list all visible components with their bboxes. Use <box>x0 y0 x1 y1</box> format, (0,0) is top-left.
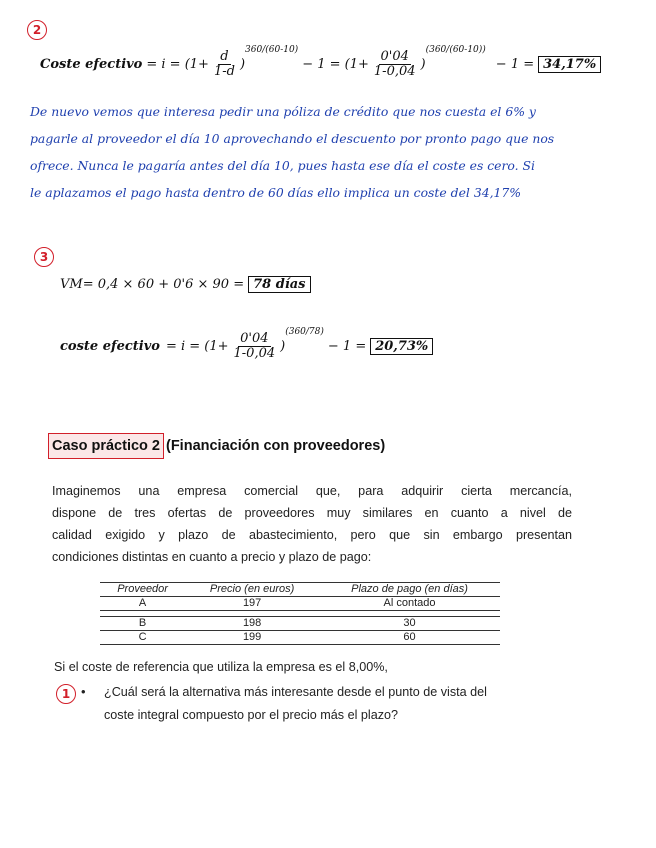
table-header: Proveedor <box>100 583 185 597</box>
paren-close: ) <box>280 338 286 354</box>
formula-label: coste efectivo <box>60 338 160 354</box>
fraction-denominator: 1-d <box>213 63 235 79</box>
paragraph-line: condiciones distintas en cuanto a precio y plazo de pago: <box>52 550 372 564</box>
fraction-denominator: 1-0,04 <box>373 63 416 79</box>
fraction-numerator: 0'04 <box>380 48 409 64</box>
formula-label: Coste efectivo <box>40 56 143 72</box>
table-cell: B <box>100 617 185 631</box>
table-cell: A <box>100 597 185 611</box>
table-cell: 199 <box>185 631 319 645</box>
vm-expression: VM= 0,4 × 60 + 0'6 × 90 = <box>60 277 245 292</box>
question-line: coste integral compuesto por el precio más el plazo? <box>104 708 399 722</box>
table-cell: C <box>100 631 185 645</box>
table-header: Plazo de pago (en días) <box>319 583 500 597</box>
explanation-line: De nuevo vemos que interesa pedir una póliza de crédito que nos cuesta el 6% y <box>30 104 536 119</box>
fraction-rate <box>232 332 278 361</box>
table-cell: 60 <box>319 631 500 645</box>
formula-eq: = i = (1+ <box>146 56 209 72</box>
vm-result-box: 78 días <box>248 276 310 293</box>
effective-cost-formula-3 <box>60 326 433 366</box>
fraction-d <box>212 50 237 79</box>
section-3-number: 3 <box>34 247 54 267</box>
average-maturity-formula <box>60 276 311 293</box>
exponent: 360/(60-10) <box>245 45 299 55</box>
reference-cost-text: Si el coste de referencia que utiliza la empresa es el 8,00%, <box>54 660 388 674</box>
fraction-rate <box>372 50 418 79</box>
section-2-number: 2 <box>27 20 47 40</box>
formula-minus: − 1 = <box>327 338 367 354</box>
formula-minus: − 1 = <box>495 56 535 72</box>
bullet-icon: • <box>81 684 86 699</box>
case-title-boxed: Caso práctico 2 <box>48 433 164 459</box>
formula-minus: − 1 = (1+ <box>302 56 369 72</box>
supplier-table <box>100 582 500 645</box>
paragraph-line: dispone de tres ofertas de proveedores muy similares en cuanto a nivel de <box>52 506 572 520</box>
formula-eq: = i = (1+ <box>165 338 229 354</box>
paragraph-line: calidad exigido y plazo de abastecimiento, pero que sin embargo presentan <box>52 528 572 542</box>
explanation-line: pagarle al proveedor el día 10 aprovechando el descuento por pronto pago que nos <box>30 131 555 146</box>
result-box: 20,73% <box>370 338 433 355</box>
fraction-numerator: 0'04 <box>240 330 269 346</box>
paragraph-line: Imaginemos una empresa comercial que, para adquirir cierta mercancía, <box>52 484 572 498</box>
exponent: (360/(60-10)) <box>425 45 486 55</box>
table-row <box>100 597 500 611</box>
result-box: 34,17% <box>538 56 601 73</box>
explanation-text <box>30 98 620 206</box>
table-row <box>100 617 500 631</box>
case-title <box>48 433 385 459</box>
paren-close: ) <box>420 56 426 72</box>
table-header-row <box>100 583 500 597</box>
fraction-denominator: 1-0,04 <box>233 345 276 361</box>
table-cell: 198 <box>185 617 319 631</box>
question-1-number: 1 <box>56 684 76 704</box>
fraction-numerator: d <box>220 48 229 64</box>
table-header: Precio (en euros) <box>185 583 319 597</box>
table-row <box>100 631 500 645</box>
table-cell: Al contado <box>319 597 500 611</box>
table-cell: 197 <box>185 597 319 611</box>
explanation-line: ofrece. Nunca le pagaría antes del día 10, pues hasta ese día el coste es cero. Si <box>30 158 536 173</box>
case-title-rest: (Financiación con proveedores) <box>166 438 386 454</box>
paren-close: ) <box>239 56 246 72</box>
question-line: ¿Cuál será la alternativa más interesante desde el punto de vista del <box>104 685 487 699</box>
exponent: (360/78) <box>285 327 324 337</box>
effective-cost-formula-2 <box>40 44 601 84</box>
case-paragraph <box>52 480 572 568</box>
explanation-line: le aplazamos el pago hasta dentro de 60 días ello implica un coste del 34,17% <box>30 185 522 200</box>
table-cell: 30 <box>319 617 500 631</box>
